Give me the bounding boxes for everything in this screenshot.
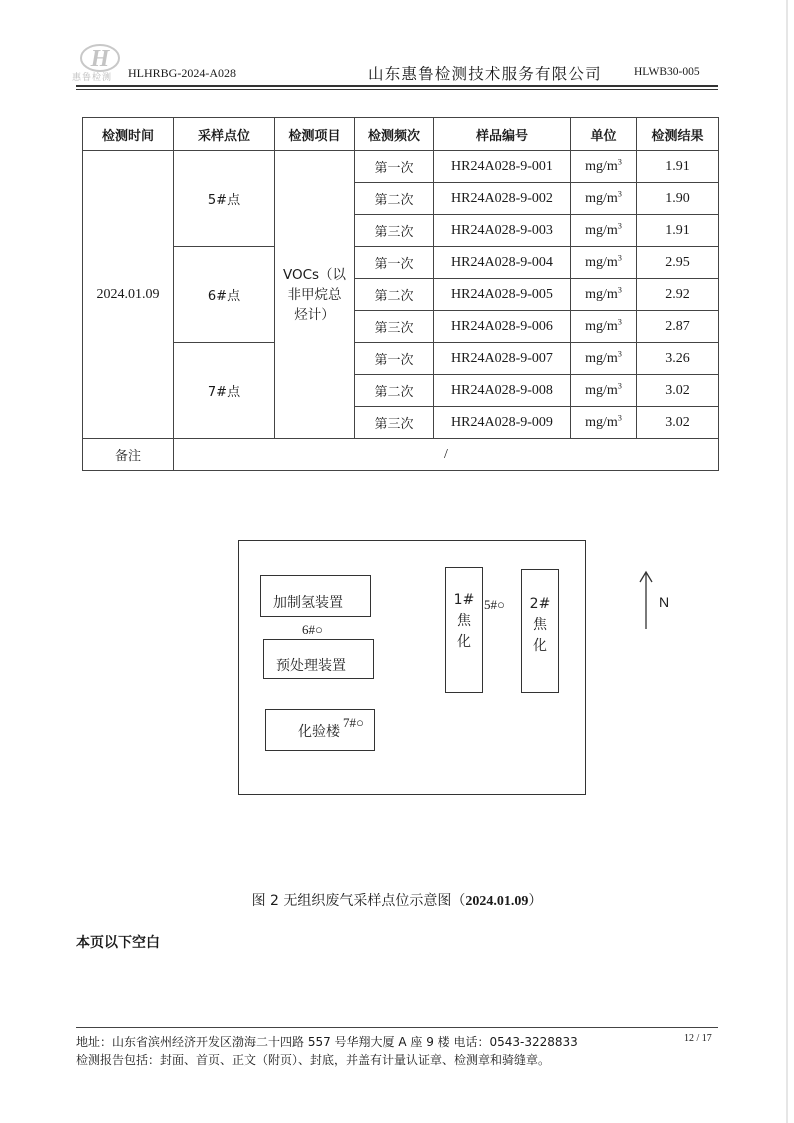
unit-exp: 3: [617, 220, 622, 230]
hydrogen-unit-label: 加制氢装置: [273, 595, 343, 611]
table-row: [83, 151, 719, 183]
header-cell: 检测项目: [275, 118, 355, 151]
result: 3.26: [637, 343, 719, 375]
sample-id: HR24A028-9-002: [434, 183, 571, 215]
table-header-row: [83, 118, 719, 151]
frequency: 第三次: [355, 407, 434, 439]
form-number: HLWB30-005: [634, 66, 700, 78]
lab-building-label: 化验楼: [298, 724, 340, 740]
header-cell: 检测频次: [355, 118, 434, 151]
result: 1.91: [637, 151, 719, 183]
north-label: N: [659, 594, 670, 610]
unit-base: mg/m: [585, 286, 618, 302]
frequency: 第一次: [355, 247, 434, 279]
coking-unit-2-line: 2#: [529, 596, 551, 612]
site-diagram: [238, 540, 586, 795]
result: 1.91: [637, 215, 719, 247]
unit-base: mg/m: [585, 222, 618, 238]
blank-page-note: 本页以下空白: [76, 935, 160, 951]
sampling-point: 5#点: [174, 151, 275, 247]
table-row: [83, 343, 719, 375]
caption-prefix: 图 2 无组织废气采样点位示意图（: [251, 893, 466, 909]
caption-suffix: ）: [528, 893, 543, 909]
footer-report-includes: 检测报告包括：封面、首页、正文（附页）、封底，并盖有计量认证章、检测章和骑缝章。: [76, 1053, 551, 1067]
unit: [571, 279, 637, 311]
sampling-point-6: 6#○: [302, 622, 323, 637]
result: 1.90: [637, 183, 719, 215]
unit: [571, 311, 637, 343]
result: 2.87: [637, 311, 719, 343]
unit: [571, 215, 637, 247]
figure-caption: [0, 890, 794, 910]
coking-unit-1-line: 化: [457, 634, 471, 650]
unit-exp: 3: [617, 156, 622, 166]
result: 3.02: [637, 375, 719, 407]
frequency: 第三次: [355, 311, 434, 343]
table-row: [83, 247, 719, 279]
remark-row: [83, 439, 719, 471]
unit-exp: 3: [617, 188, 622, 198]
footer-address: 地址：山东省滨州经济开发区渤海二十四路 557 号华翔大厦 A 座 9 楼 电话：0543-3228833: [76, 1035, 578, 1049]
sample-id: HR24A028-9-009: [434, 407, 571, 439]
unit-base: mg/m: [585, 382, 618, 398]
test-item-line: 烃计）: [294, 306, 335, 323]
logo-subtext: 惠鲁检测: [72, 73, 113, 83]
coking-unit-1-label: [446, 590, 482, 653]
coking-unit-2-line: 焦: [533, 617, 547, 633]
header-cell: 单位: [571, 118, 637, 151]
unit-base: mg/m: [585, 158, 618, 174]
sampling-point-5: 5#○: [484, 597, 505, 612]
coking-unit-2-line: 化: [533, 638, 547, 654]
sample-id: HR24A028-9-004: [434, 247, 571, 279]
north-arrow-icon: [636, 569, 656, 631]
unit-exp: 3: [617, 252, 622, 262]
unit-base: mg/m: [585, 190, 618, 206]
unit-base: mg/m: [585, 318, 618, 334]
unit: [571, 343, 637, 375]
footer-rule: [76, 1027, 718, 1028]
unit-exp: 3: [617, 284, 622, 294]
unit-exp: 3: [617, 348, 622, 358]
pretreatment-unit-box: [263, 639, 374, 679]
header-cell: 检测结果: [637, 118, 719, 151]
frequency: 第一次: [355, 343, 434, 375]
sampling-point: 7#点: [174, 343, 275, 439]
frequency: 第二次: [355, 375, 434, 407]
header-rule: [76, 85, 718, 87]
result: 2.92: [637, 279, 719, 311]
sampling-point: 6#点: [174, 247, 275, 343]
scan-edge: [786, 0, 788, 1123]
test-item-line: VOCs（以: [282, 266, 347, 283]
sample-id: HR24A028-9-005: [434, 279, 571, 311]
sample-id: HR24A028-9-008: [434, 375, 571, 407]
result: 3.02: [637, 407, 719, 439]
unit-base: mg/m: [585, 414, 618, 430]
header-cell: 检测时间: [83, 118, 174, 151]
sample-id: HR24A028-9-001: [434, 151, 571, 183]
unit: [571, 183, 637, 215]
frequency: 第二次: [355, 183, 434, 215]
logo-lettering: H: [90, 46, 110, 72]
remark-value: /: [174, 439, 719, 471]
sample-id: HR24A028-9-006: [434, 311, 571, 343]
header-rule-thin: [76, 89, 718, 90]
hydrogen-unit-box: [260, 575, 371, 617]
unit-exp: 3: [617, 412, 622, 422]
unit: [571, 407, 637, 439]
unit: [571, 375, 637, 407]
unit-exp: 3: [617, 380, 622, 390]
frequency: 第二次: [355, 279, 434, 311]
coking-unit-1-box: [445, 567, 483, 693]
results-table: [82, 117, 719, 471]
test-date: 2024.01.09: [83, 151, 174, 439]
company-name: 山东惠鲁检测技术服务有限公司: [368, 65, 602, 83]
report-number: HLHRBG-2024-A028: [128, 66, 236, 80]
header-cell: 采样点位: [174, 118, 275, 151]
unit: [571, 151, 637, 183]
result: 2.95: [637, 247, 719, 279]
page-number: 12 / 17: [684, 1033, 712, 1044]
sampling-point-7: 7#○: [343, 715, 364, 730]
test-item-line: 非甲烷总: [287, 286, 342, 303]
header-cell: 样品编号: [434, 118, 571, 151]
unit-base: mg/m: [585, 350, 618, 366]
pretreatment-unit-label: 预处理装置: [276, 658, 346, 674]
sample-id: HR24A028-9-007: [434, 343, 571, 375]
remark-label: 备注: [83, 439, 174, 471]
coking-unit-2-label: [522, 594, 558, 657]
frequency: 第一次: [355, 151, 434, 183]
coking-unit-1-line: 1#: [453, 592, 475, 608]
test-item: [275, 151, 355, 439]
unit-exp: 3: [617, 316, 622, 326]
coking-unit-2-box: [521, 569, 559, 693]
unit: [571, 247, 637, 279]
frequency: 第三次: [355, 215, 434, 247]
coking-unit-1-line: 焦: [457, 613, 471, 629]
unit-base: mg/m: [585, 254, 618, 270]
caption-date: 2024.01.09: [465, 894, 529, 909]
sample-id: HR24A028-9-003: [434, 215, 571, 247]
